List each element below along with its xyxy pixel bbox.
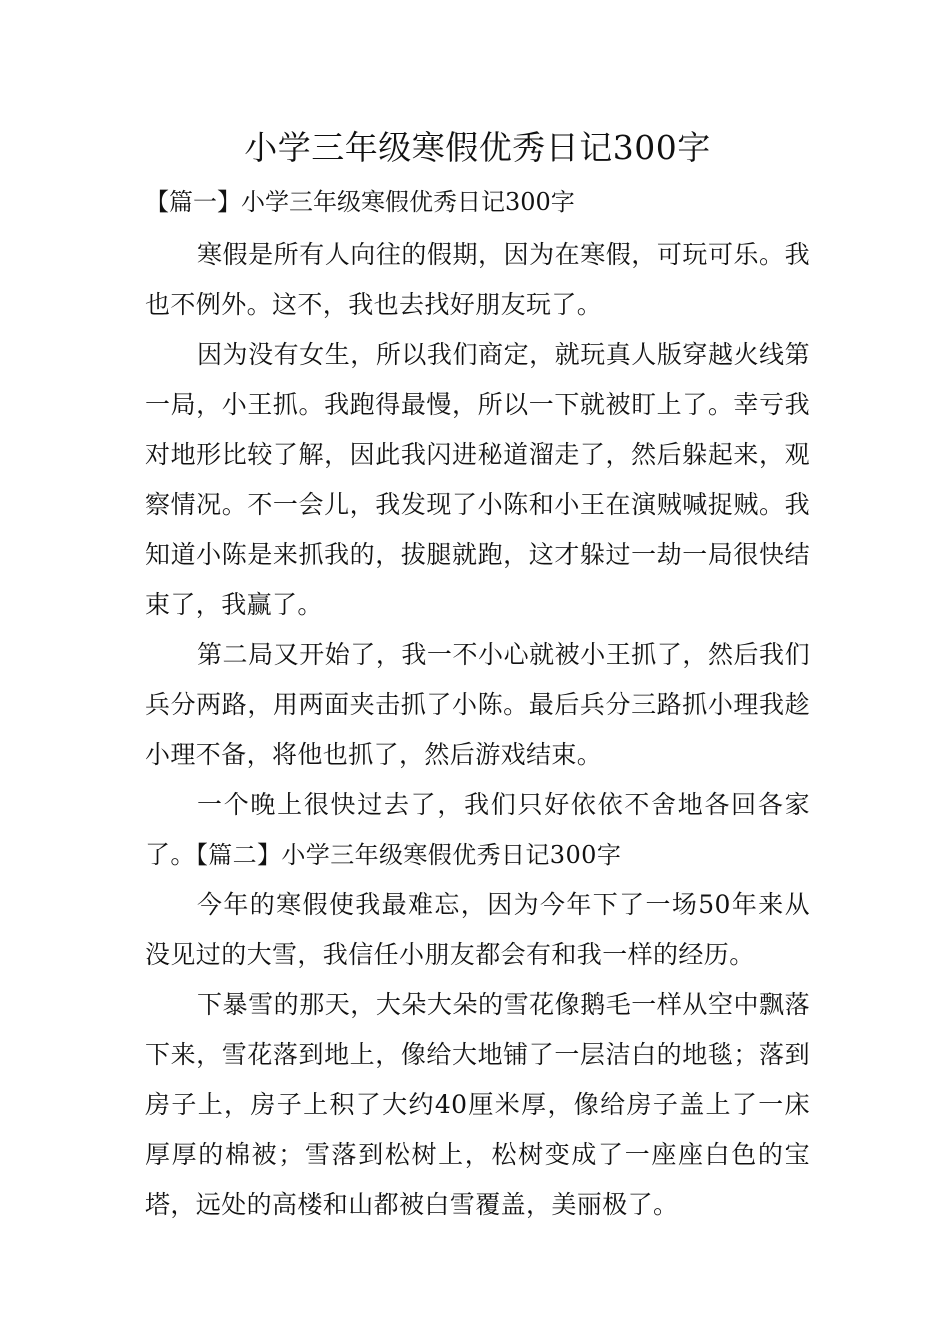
- document-title: 小学三年级寒假优秀日记300字: [244, 128, 711, 167]
- document-body: [145, 118, 810, 1230]
- section-heading-1: 【篇一】小学三年级寒假优秀日记300字: [145, 188, 575, 216]
- paragraph-6: 下暴雪的那天，大朵大朵的雪花像鹅毛一样从空中飘落下来，雪花落到地上，像给大地铺了一层洁白的地毯；落到房子上，房子上积了大约40厘米厚，像给房子盖上了一床厚厚的棉被；雪落到松树上，松树变成了一座座白色的宝塔，远处的高楼和山都被白雪覆盖，美丽极了。: [145, 990, 810, 1219]
- paragraph-2: 因为没有女生，所以我们商定，就玩真人版穿越火线第一局，小王抓。我跑得最慢，所以一下就被盯上了。幸亏我对地形比较了解，因此我闪进秘道溜走了，然后躲起来，观察情况。不一会儿，我发现了小陈和小王在演贼喊捉贼。我知道小陈是来抓我的，拔腿就跑，这才躲过一劫一局很快结束了，我赢了。: [145, 340, 810, 619]
- paragraph-4: [145, 780, 810, 880]
- paragraph-4-text: 一个晚上很快过去了，我们只好依依不舍地各回各家了。: [145, 790, 810, 869]
- paragraph-5: 今年的寒假使我最难忘，因为今年下了一场50年来从没见过的大雪，我信任小朋友都会有和我一样的经历。: [145, 890, 810, 969]
- paragraph-3: 第二局又开始了，我一不小心就被小王抓了，然后我们兵分两路，用两面夹击抓了小陈。最后兵分三路抓小理我趁小理不备，将他也抓了，然后游戏结束。: [145, 640, 810, 769]
- section-heading-2: 【篇二】小学三年级寒假优秀日记300字: [195, 841, 622, 869]
- paragraph-1: 寒假是所有人向往的假期，因为在寒假，可玩可乐。我也不例外。这不，我也去找好朋友玩了。: [145, 240, 810, 319]
